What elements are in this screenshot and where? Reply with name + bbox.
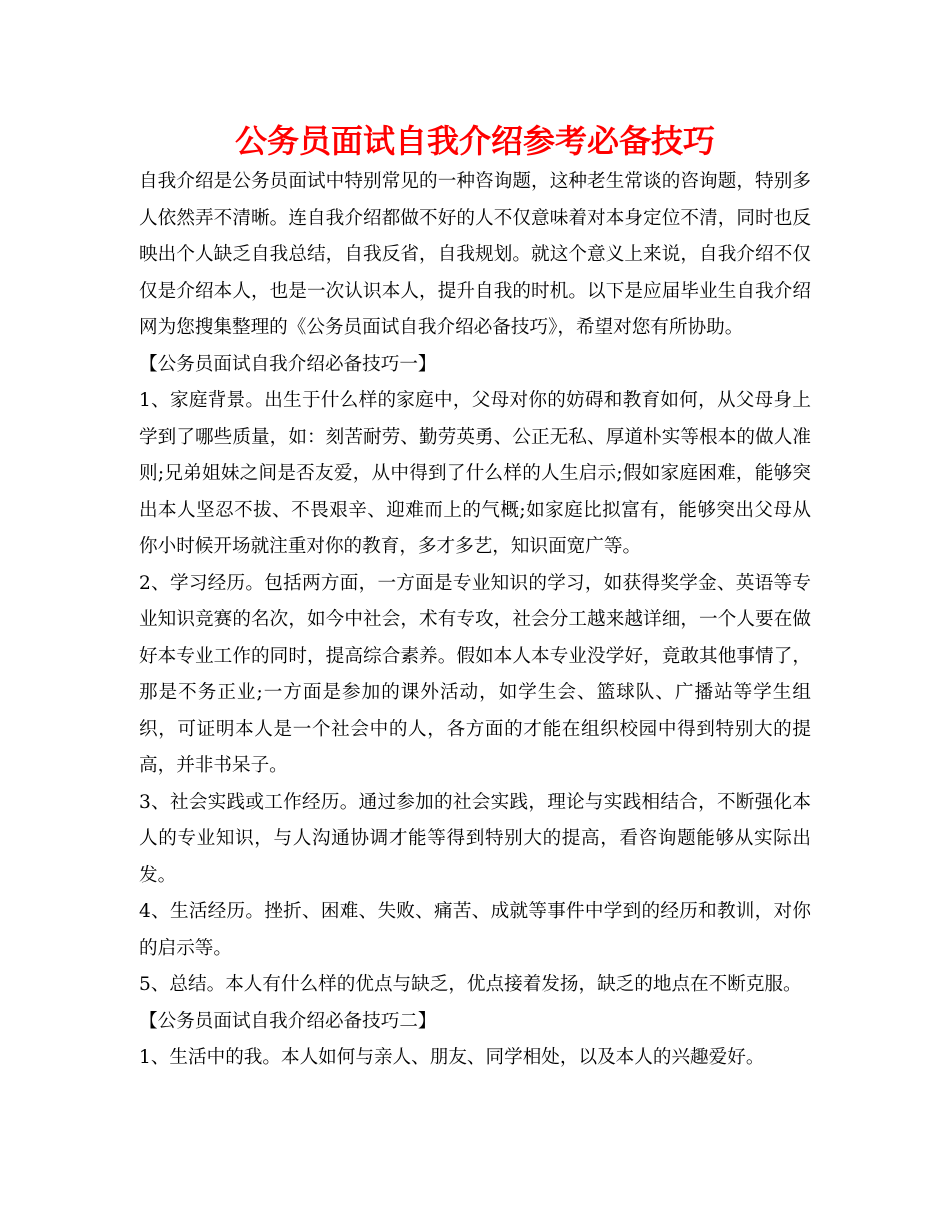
section2-item-1: 1、生活中的我。本人如何与亲人、朋友、同学相处，以及本人的兴趣爱好。 — [139, 1047, 765, 1068]
intro-paragraph: 自我介绍是公务员面试中特别常见的一种咨询题，这种老生常谈的咨询题，特别多人依然弄不清晰。连自我介绍都做不好的人不仅意味着对本身定位不清，同时也反映出个人缺乏自我总结，自我反省，自我规划。就这个意义上来说，自我介绍不仅仅是介绍本人，也是一次认识本人，提升自我的时机。以下是应届毕业生自我介绍网为您搜集整理的《公务员面试自我介绍必备技巧》，希望对您有所协助。 — [139, 171, 811, 338]
document-title: 公务员面试自我介绍参考必备技巧 — [234, 122, 715, 160]
section-heading-1: 【公务员面试自我介绍必备技巧一】 — [139, 353, 437, 375]
section-heading-2: 【公务员面试自我介绍必备技巧二】 — [139, 1010, 437, 1032]
section1-item-2: 2、学习经历。包括两方面，一方面是专业知识的学习，如获得奖学金、英语等专业知识竞赛的名次，如今中社会，术有专攻，社会分工越来越详细，一个人要在做好本专业工作的同时，提高综合素养。假如本人本专业没学好，竟敢其他事情了，那是不务正业;一方面是参加的课外活动，如学生会、篮球队、广播站等学生组织，可证明本人是一个社会中的人，各方面的才能在组织校园中得到特别大的提高，并非书呆子。 — [139, 572, 811, 776]
section1-item-3: 3、社会实践或工作经历。通过参加的社会实践，理论与实践相结合，不断强化本人的专业知识，与人沟通协调才能等得到特别大的提高，看咨询题能够从实际出发。 — [139, 791, 811, 886]
section1-item-4: 4、生活经历。挫折、困难、失败、痛苦、成就等事件中学到的经历和教训，对你的启示等。 — [139, 901, 811, 959]
document-body — [139, 164, 811, 1077]
section1-item-1: 1、家庭背景。出生于什么样的家庭中，父母对你的妨碍和教育如何，从父母身上学到了哪些质量，如：刻苦耐劳、勤劳英勇、公正无私、厚道朴实等根本的做人准则;兄弟姐妹之间是否友爱，从中得到了什么样的人生启示;假如家庭困难，能够突出本人坚忍不拔、不畏艰辛、迎难而上的气概;如家庭比拟富有，能够突出父母从你小时候开场就注重对你的教育，多才多艺，知识面宽广等。 — [139, 390, 811, 557]
section1-item-5: 5、总结。本人有什么样的优点与缺乏，优点接着发扬，缺乏的地点在不断克服。 — [139, 974, 802, 995]
